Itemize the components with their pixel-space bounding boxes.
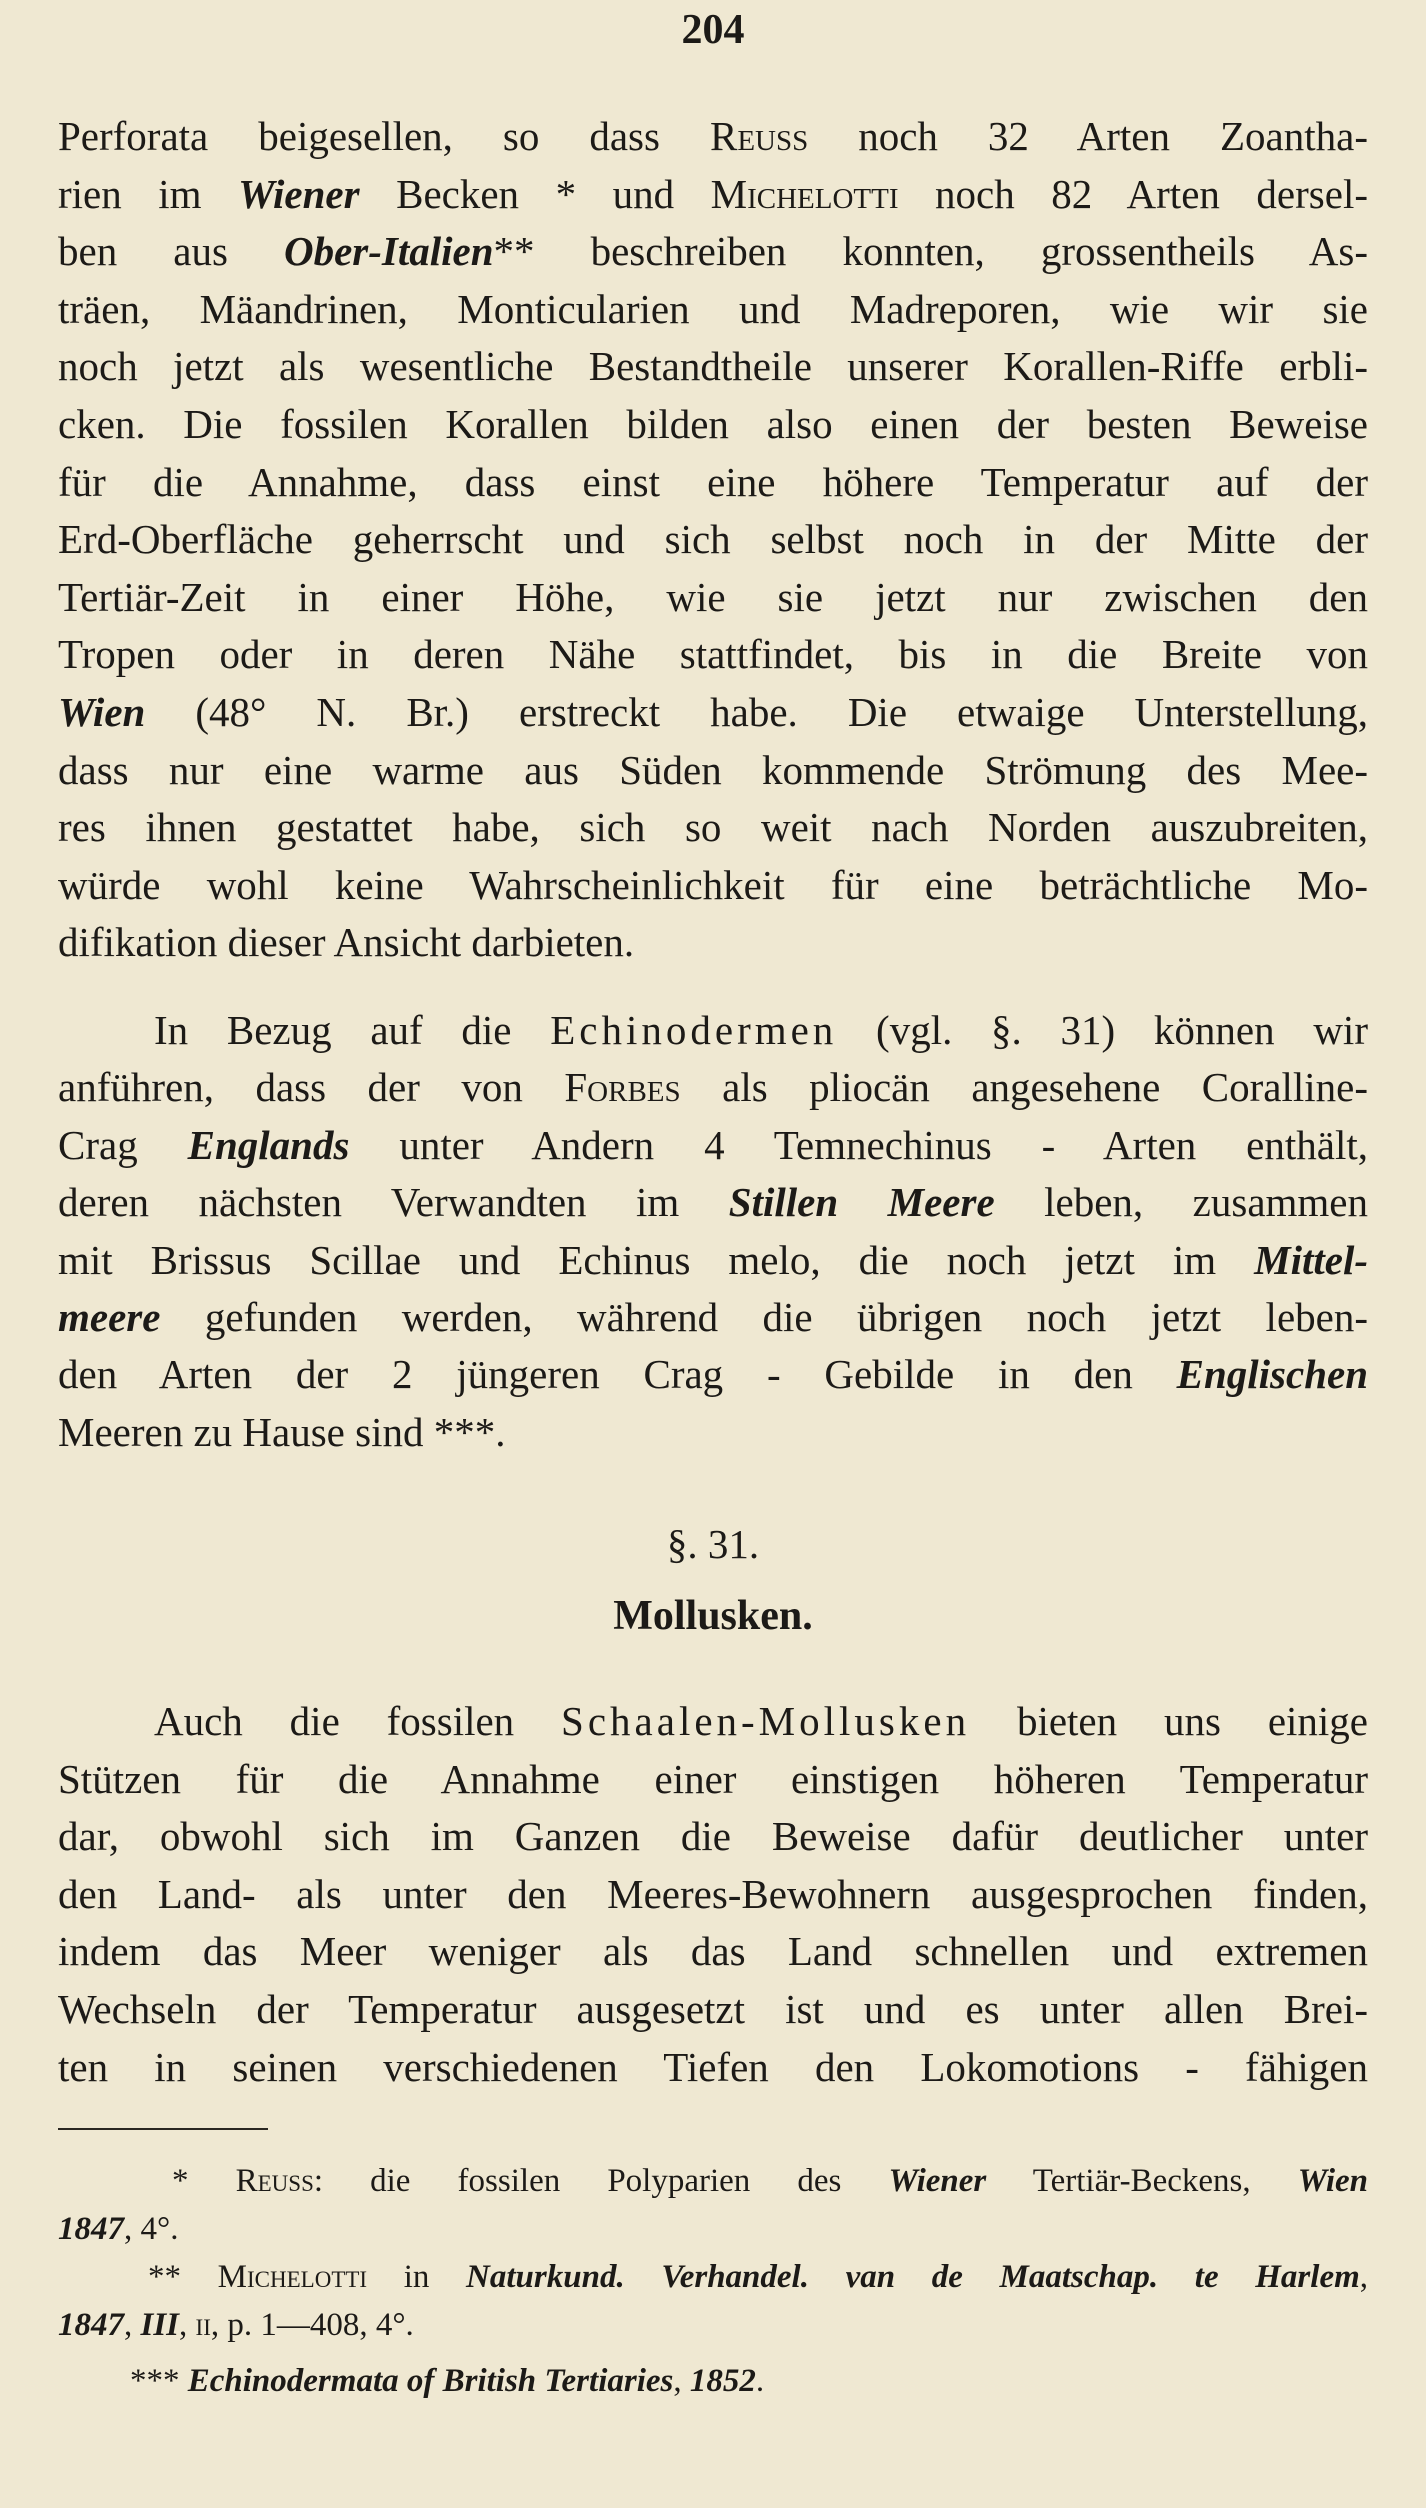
spaced-term: Schaalen-Mollusken: [561, 1698, 971, 1744]
italic-text: Wiener: [238, 170, 360, 217]
italic-text: 1847: [58, 2307, 124, 2343]
spaced-term: Echinodermen: [550, 1007, 838, 1053]
text-line: Wien (48° N. Br.) erstreckt habe. Die etwaige Unterstellung,: [58, 689, 1368, 735]
text-line: meere gefunden werden, während die übrigen noch jetzt leben-: [58, 1294, 1368, 1340]
text-line: noch jetzt als wesentliche Bestandtheile unserer Korallen-Riffe erbli-: [58, 343, 1368, 390]
footnote-line: ** Michelotti in Naturkund. Verhandel. van de Maatschap. te Harlem,: [148, 2259, 1369, 2295]
text-line: ben aus Ober-Italien** beschreiben konnten, grossentheils As-: [58, 228, 1368, 275]
footnote-line: * Reuss: die fossilen Polyparien des Wiener Tertiär-Beckens, Wien: [172, 2163, 1369, 2199]
text-line: Crag Englands unter Andern 4 Temnechinus - Arten enthält,: [58, 1121, 1368, 1168]
text-line: dass nur eine warme aus Süden kommende Strömung des Mee-: [58, 746, 1368, 793]
text-line: Stützen für die Annahme einer einstigen höheren Temperatur: [58, 1755, 1368, 1802]
text-line: für die Annahme, dass einst eine höhere Temperatur auf der: [58, 458, 1368, 505]
italic-text: III: [140, 2307, 180, 2343]
text-line: mit Brissus Scillae und Echinus melo, die noch jetzt im Mittel-: [58, 1236, 1368, 1283]
text-line: den Arten der 2 jüngeren Crag - Gebilde in den Englischen: [58, 1351, 1368, 1398]
author-name: ii: [195, 2307, 211, 2343]
footnote-line: *** Echinodermata of British Tertiaries, 1852.: [130, 2363, 765, 2399]
italic-text: Englands: [187, 1121, 350, 1168]
text-line: anführen, dass der von Forbes als pliocän angesehene Coralline-: [58, 1064, 1368, 1111]
text-line: Wechseln der Temperatur ausgesetzt ist und es unter allen Brei-: [58, 1986, 1368, 2032]
text-line: Tertiär-Zeit in einer Höhe, wie sie jetzt nur zwischen den: [58, 573, 1368, 620]
author-name: Michelotti: [217, 2259, 368, 2295]
text-line: res ihnen gestattet habe, sich so weit nach Norden auszubreiten,: [58, 804, 1368, 851]
text-line: Erd-Oberfläche geherrscht und sich selbst noch in der Mitte der: [58, 516, 1368, 563]
text-line: deren nächsten Verwandten im Stillen Meere leben, zusammen: [58, 1179, 1368, 1226]
author-name: Forbes: [564, 1064, 681, 1111]
text-line: Tropen oder in deren Nähe stattfindet, bis in die Breite von: [58, 631, 1368, 678]
italic-text: Stillen Meere: [728, 1179, 995, 1226]
text-line: Auch die fossilen Schaalen-Mollusken bieten uns einige: [154, 1698, 1368, 1744]
italic-text: Echinodermata of British Tertiaries: [187, 2363, 674, 2399]
italic-text: Ober-Italien: [284, 228, 494, 275]
author-name: Reuss: [709, 113, 809, 159]
text-line: indem das Meer weniger als das Land schnellen und extremen: [58, 1928, 1368, 1975]
italic-text: 1847: [58, 2211, 124, 2247]
text-line: dar, obwohl sich im Ganzen die Beweise dafür deutlicher unter: [58, 1813, 1368, 1860]
page-number: 204: [681, 7, 745, 53]
italic-text: meere: [58, 1294, 161, 1340]
italic-text: Mittel-: [1254, 1236, 1368, 1283]
text-line: ten in seinen verschiedenen Tiefen den Lokomotions - fähigen: [58, 2043, 1368, 2090]
section-title: Mollusken.: [613, 1593, 813, 1639]
italic-text: Englischen: [1176, 1351, 1368, 1398]
text-line: rien im Wiener Becken * und Michelotti noch 82 Arten dersel-: [58, 170, 1368, 217]
author-name: Reuss: [235, 2163, 314, 2199]
italic-text: Wien: [58, 689, 146, 735]
text-line: Meeren zu Hause sind ***.: [58, 1408, 506, 1455]
text-line: den Land- als unter den Meeres-Bewohnern ausgesprochen finden,: [58, 1870, 1368, 1917]
italic-text: Wiener: [888, 2163, 987, 2199]
text-line: träen, Mäandrinen, Monticularien und Madreporen, wie wir sie: [58, 285, 1368, 332]
text-line: Perforata beigesellen, so dass Reuss noch 32 Arten Zoantha-: [58, 113, 1368, 159]
text-line: cken. Die fossilen Korallen bilden also einen der besten Beweise: [58, 401, 1368, 447]
italic-text: Naturkund. Verhandel. van de Maatschap. te Harlem: [466, 2259, 1360, 2295]
author-name: Michelotti: [710, 170, 899, 217]
italic-text: Wien: [1297, 2163, 1369, 2199]
footnote-line: 1847, 4°.: [58, 2211, 179, 2247]
text-line: In Bezug auf die Echinodermen (vgl. §. 31) können wir: [154, 1007, 1368, 1053]
footnote-line: 1847, III, ii, p. 1—408, 4°.: [58, 2307, 414, 2343]
text-line: würde wohl keine Wahrscheinlichkeit für eine beträchtliche Mo-: [58, 861, 1368, 908]
italic-text: 1852: [689, 2363, 756, 2399]
text-line: difikation dieser Ansicht darbieten.: [58, 919, 635, 966]
section-number: §. 31.: [666, 1521, 760, 1567]
footnote-divider: [58, 2128, 268, 2130]
